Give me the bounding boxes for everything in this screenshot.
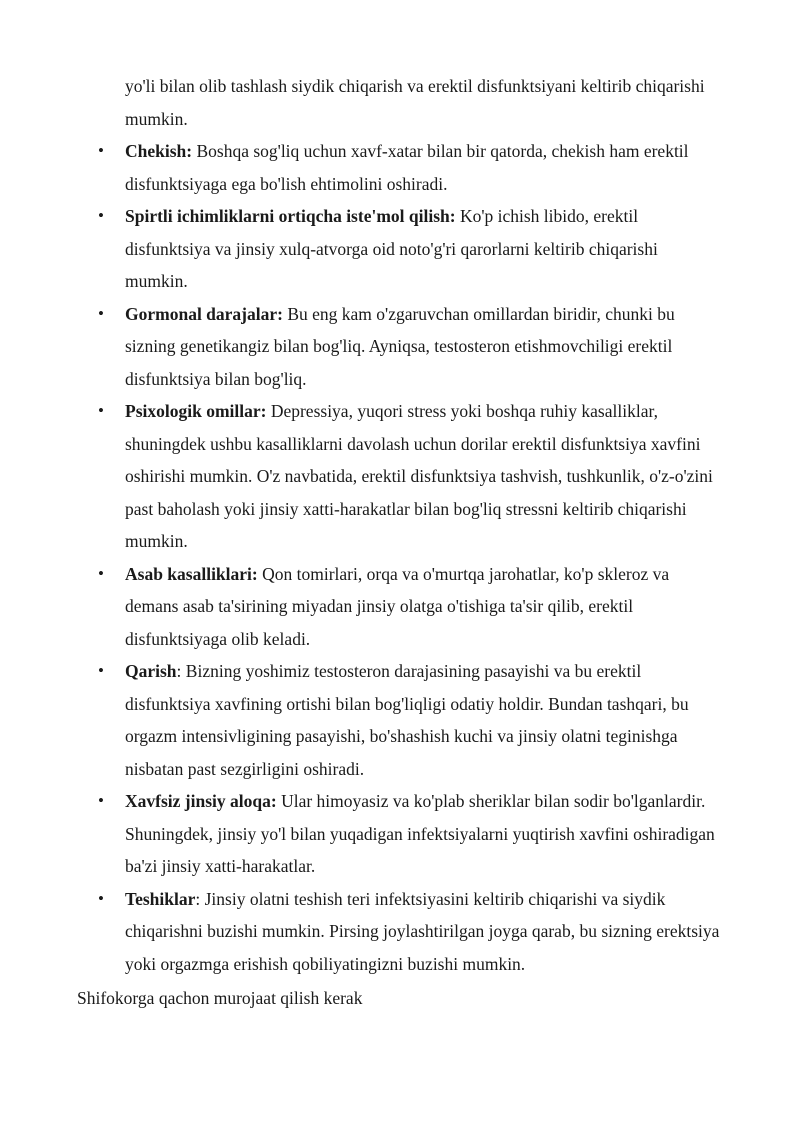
list-item bbox=[0, 395, 800, 558]
list-item bbox=[0, 298, 800, 396]
list-item-text: Qon tomirlari, orqa va o'murtqa jarohatlar, ko'p skleroz va demans asab ta'sirining miyadan jinsiy olatga o'tishiga ta'sir qilib, erektil disfunktsiyaga olib keladi. bbox=[125, 563, 670, 649]
list-item-term: Gormonal darajalar: bbox=[125, 303, 283, 324]
list-item-term: Teshiklar bbox=[125, 888, 196, 909]
bullet-icon: • bbox=[98, 563, 104, 583]
section-heading: Shifokorga qachon murojaat qilish kerak bbox=[77, 988, 363, 1008]
list-item-term: Spirtli ichimliklarni ortiqcha iste'mol qilish: bbox=[125, 206, 456, 226]
list-item-term: Chekish: bbox=[125, 141, 193, 161]
list-item-term: Qarish bbox=[125, 661, 177, 681]
risk-factor-list bbox=[0, 135, 800, 980]
list-item bbox=[0, 558, 800, 656]
list-item-text: Ko'p ichish libido, erektil disfunktsiya va jinsiy xulq-atvorga oid noto'g'ri qarorlarni keltirib chiqarishi mumkin. bbox=[125, 206, 658, 291]
list-item bbox=[0, 883, 800, 981]
list-item bbox=[0, 655, 800, 785]
list-item bbox=[0, 200, 800, 298]
list-item-term: Xavfsiz jinsiy aloqa: bbox=[125, 791, 277, 811]
bullet-icon: • bbox=[98, 791, 104, 810]
list-item-term: Asab kasalliklari: bbox=[125, 563, 258, 584]
list-item-text: Boshqa sog'liq uchun xavf-xatar bilan bir qatorda, chekish ham erektil disfunktsiyaga ega bo'lish ehtimolini oshiradi. bbox=[125, 141, 689, 194]
list-item-text: Ular himoyasiz va ko'plab sheriklar bilan sodir bo'lganlardir. Shuningdek, jinsiy yo'l bilan yuqadigan infektsiyalarni yuqtirish xavfini oshiradigan ba'zi jinsiy xatti-harakatlar. bbox=[125, 791, 715, 876]
list-item bbox=[0, 135, 800, 200]
bullet-icon: • bbox=[98, 206, 104, 225]
list-item-text: Depressiya, yuqori stress yoki boshqa ruhiy kasalliklar, shuningdek ushbu kasalliklarni davolash uchun dorilar erektil disfunktsiya xavfini oshirishi mumkin. O'z navbatida, erektil disfunktsiya tashvish, tushkunlik, o'z-o'zini past baholash yoki jinsiy xatti-harakatlar bilan bog'liq stressni keltirib chiqarishi mumkin. bbox=[125, 401, 713, 551]
bullet-icon: • bbox=[98, 661, 104, 680]
list-item-text: Bu eng kam o'zgaruvchan omillardan biridir, chunki bu sizning genetikangiz bilan bog'liq. Ayniqsa, testosteron etishmovchiligi erektil disfunktsiya bilan bog'liq. bbox=[125, 303, 675, 389]
bullet-icon: • bbox=[98, 888, 104, 908]
list-item-term: Psixologik omillar: bbox=[125, 401, 267, 421]
intro-paragraph: yo'li bilan olib tashlash siydik chiqarish va erektil disfunktsiyani keltirib chiqarishi mumkin. bbox=[125, 76, 705, 129]
list-item-text: : Jinsiy olatni teshish teri infektsiyasini keltirib chiqarishi va siydik chiqarishni buzishi mumkin. Pirsing joylashtirilgan joyga qarab, bu sizning erektsiya yoki orgazmga erishish qobiliyatingizni buzishi mumkin. bbox=[125, 888, 720, 974]
list-item-text: : Bizning yoshimiz testosteron darajasining pasayishi va bu erektil disfunktsiya xavfining ortishi bilan bog'liqligi odatiy holdir. Bundan tashqari, bu orgazm intensivligining pasayishi, bo'shashish kuchi va jinsiy olatni teginishga nisbatan past sezgirligini oshiradi. bbox=[125, 661, 689, 779]
bullet-icon: • bbox=[98, 303, 104, 323]
list-item bbox=[0, 785, 800, 883]
bullet-icon: • bbox=[98, 141, 104, 160]
bullet-icon: • bbox=[98, 401, 104, 420]
